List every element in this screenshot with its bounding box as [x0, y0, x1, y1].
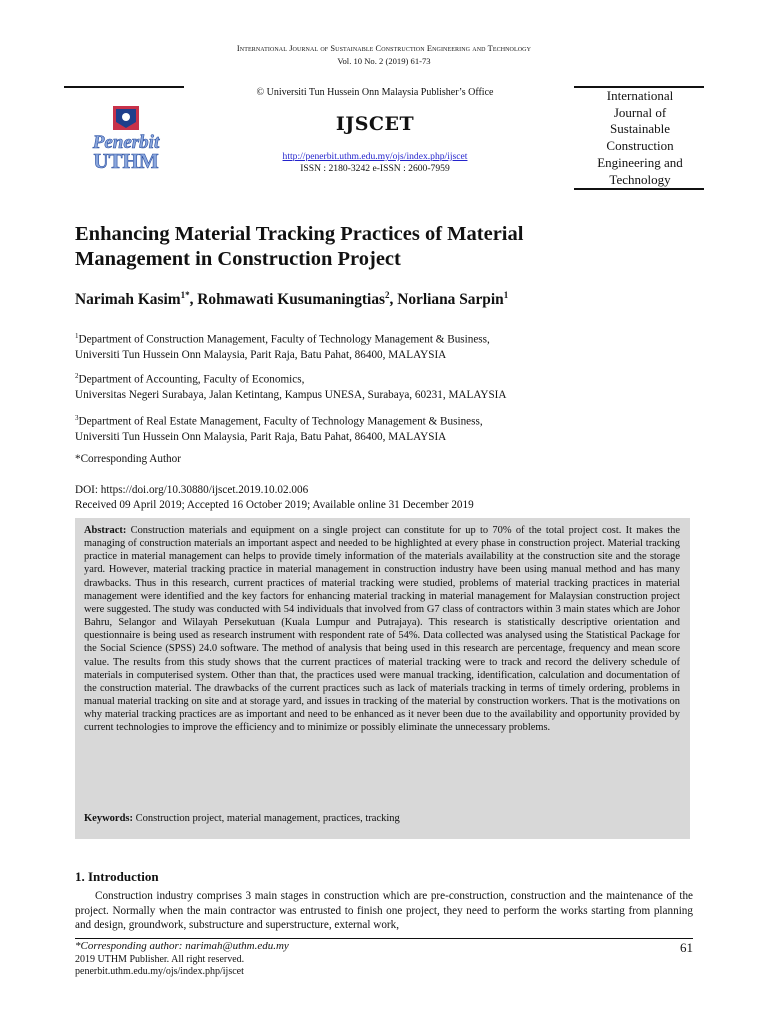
article-title: Enhancing Material Tracking Practices of Material Management in Construction Project	[75, 223, 524, 270]
footer-rights: 2019 UTHM Publisher. All right reserved.	[75, 954, 245, 965]
running-journal-title: International Journal of Sustainable Construction Engineering and Technology	[236, 44, 532, 53]
journal-box-line: Engineering and	[597, 154, 683, 170]
abstract-text: Abstract: Construction materials and equipment on a single project can constitute for up to 70% of the total project cost. It makes the managing of construction materials an important aspect and needed to be highlighted at every phase in construction project. Material tracking practice in material management can helps to provide timely information of the materials availability at the construction site and the storage yard. However, material tracking practice in material management in construction industry have been using manual method and has many drawbacks. Thus in this research, current practices of material tracking were studied, problems of material tracking practices in material management were identified and the key factors for enhancing material tracking in material management for Malaysian construction project were suggested. The study was conducted with 54 individuals that involved from G7 class of contractors within 3 main states which are Johor Bahru, Selangor and Wilayah Persekutuan (Kuala Lumpur and Putrajaya). This research is statistically descriptive orientation and questionnaire is being used as research instrument with respondent rate of 54%. Data collected was analysed using the Statistical Package for the Social Science (SPSS) 24.0 software. The method of analysis that being used in this research are percentage, frequency and mean score value. The results from this study shows that the current practices of material tracking were to track and record the delivery schedule of materials in computerised system. Other than that, the practices used were manual tracking, identification, calculation and documentation of the construction material. The drawbacks of the current practices such as lack of materials tracking in terms of timely ordering, problems in manual material tracking on site and at storage yard, and issues in tracking of the material by construction workers. That is the motivations on why material tracking practices are as important and need to be enhanced as it never been due to the availability and opportunity provided by current technologies to improve the efficiency and to minimize or possibly eliminate the unnecessary problems.	[84, 525, 681, 734]
journal-box-line: Sustainable	[610, 121, 670, 137]
svg-text:UTHM: UTHM	[93, 149, 159, 173]
introduction-paragraph: Construction industry comprises 3 main stages in construction which are pre-construction, construction and the maintenance of the project. Normally when the main contractor was entrusted to finish one project, they need to perform the works starting from planning and design, groundwork, substructure and superstructure, external work,	[75, 890, 693, 932]
author-list: Narimah Kasim$^{1*}$, Rohmawati Kusumaningtias$^2$, Norliana Sarpin$^1$	[75, 290, 509, 309]
doi-link[interactable]: DOI: https://doi.org/10.30880/ijscet.2019.10.02.006	[75, 484, 309, 496]
affiliation-3: $^3$Department of Real Estate Management, Faculty of Technology Management & Business, Universiti Tun Hussein Onn Malaysia, Parit Raja, Batu Pahat, 86400, MALAYSIA	[75, 414, 483, 443]
keywords-line: Keywords: Construction project, material management, practices, tracking	[84, 813, 400, 824]
journal-box-line: International	[606, 88, 674, 103]
author-name: , Norliana Sarpin	[389, 291, 504, 309]
footer-corresponding-email: *Corresponding author: narimah@uthm.edu.my	[75, 940, 289, 952]
journal-box-line: Construction	[606, 138, 674, 154]
footer-site-link[interactable]: penerbit.uthm.edu.my/ojs/index.php/ijscet	[75, 966, 244, 977]
journal-name-box	[580, 88, 700, 188]
author-name: , Rohmawati Kusumaningtias	[189, 291, 386, 309]
keywords-label: Keywords:	[84, 813, 133, 824]
penerbit-uthm-logo	[78, 104, 174, 176]
affiliation-1: $^1$Department of Construction Management, Faculty of Technology Management & Business, Universiti Tun Hussein Onn Malaysia, Parit Raja, Batu Pahat, 86400, MALAYSIA	[75, 332, 490, 361]
footer-rule	[75, 938, 693, 939]
journal-acronym: IJSCET	[335, 113, 415, 135]
header-rule-right-bottom	[574, 188, 704, 190]
section-heading-introduction: 1. Introduction	[75, 869, 159, 884]
volume-info: Vol. 10 No. 2 (2019) 61-73	[337, 56, 431, 66]
journal-url-link[interactable]: http://penerbit.uthm.edu.my/ojs/index.php/ijscet	[282, 151, 468, 162]
corresponding-author-note: *Corresponding Author	[75, 453, 181, 465]
journal-box-line: Journal of	[613, 104, 667, 120]
author-name: Narimah Kasim	[75, 291, 181, 309]
page-number: 61	[680, 940, 693, 955]
affiliation-2: $^2$Department of Accounting, Faculty of Economics, Universitas Negeri Surabaya, Jalan Ketintang, Kampus UNESA, Surabaya, 60231, MALAYSIA	[75, 372, 507, 401]
journal-box-line: Technology	[609, 171, 671, 187]
header-rule-left	[64, 86, 184, 88]
doi-and-dates	[75, 483, 695, 513]
submission-dates: Received 09 April 2019; Accepted 16 October 2019; Available online 31 December 2019	[75, 499, 474, 511]
svg-text:Penerbit: Penerbit	[92, 132, 160, 153]
copyright-line: © Universiti Tun Hussein Onn Malaysia Publisher’s Office	[256, 87, 494, 98]
issn-line: ISSN : 2180-3242 e-ISSN : 2600-7959	[300, 163, 450, 174]
abstract-label: Abstract:	[84, 525, 127, 536]
